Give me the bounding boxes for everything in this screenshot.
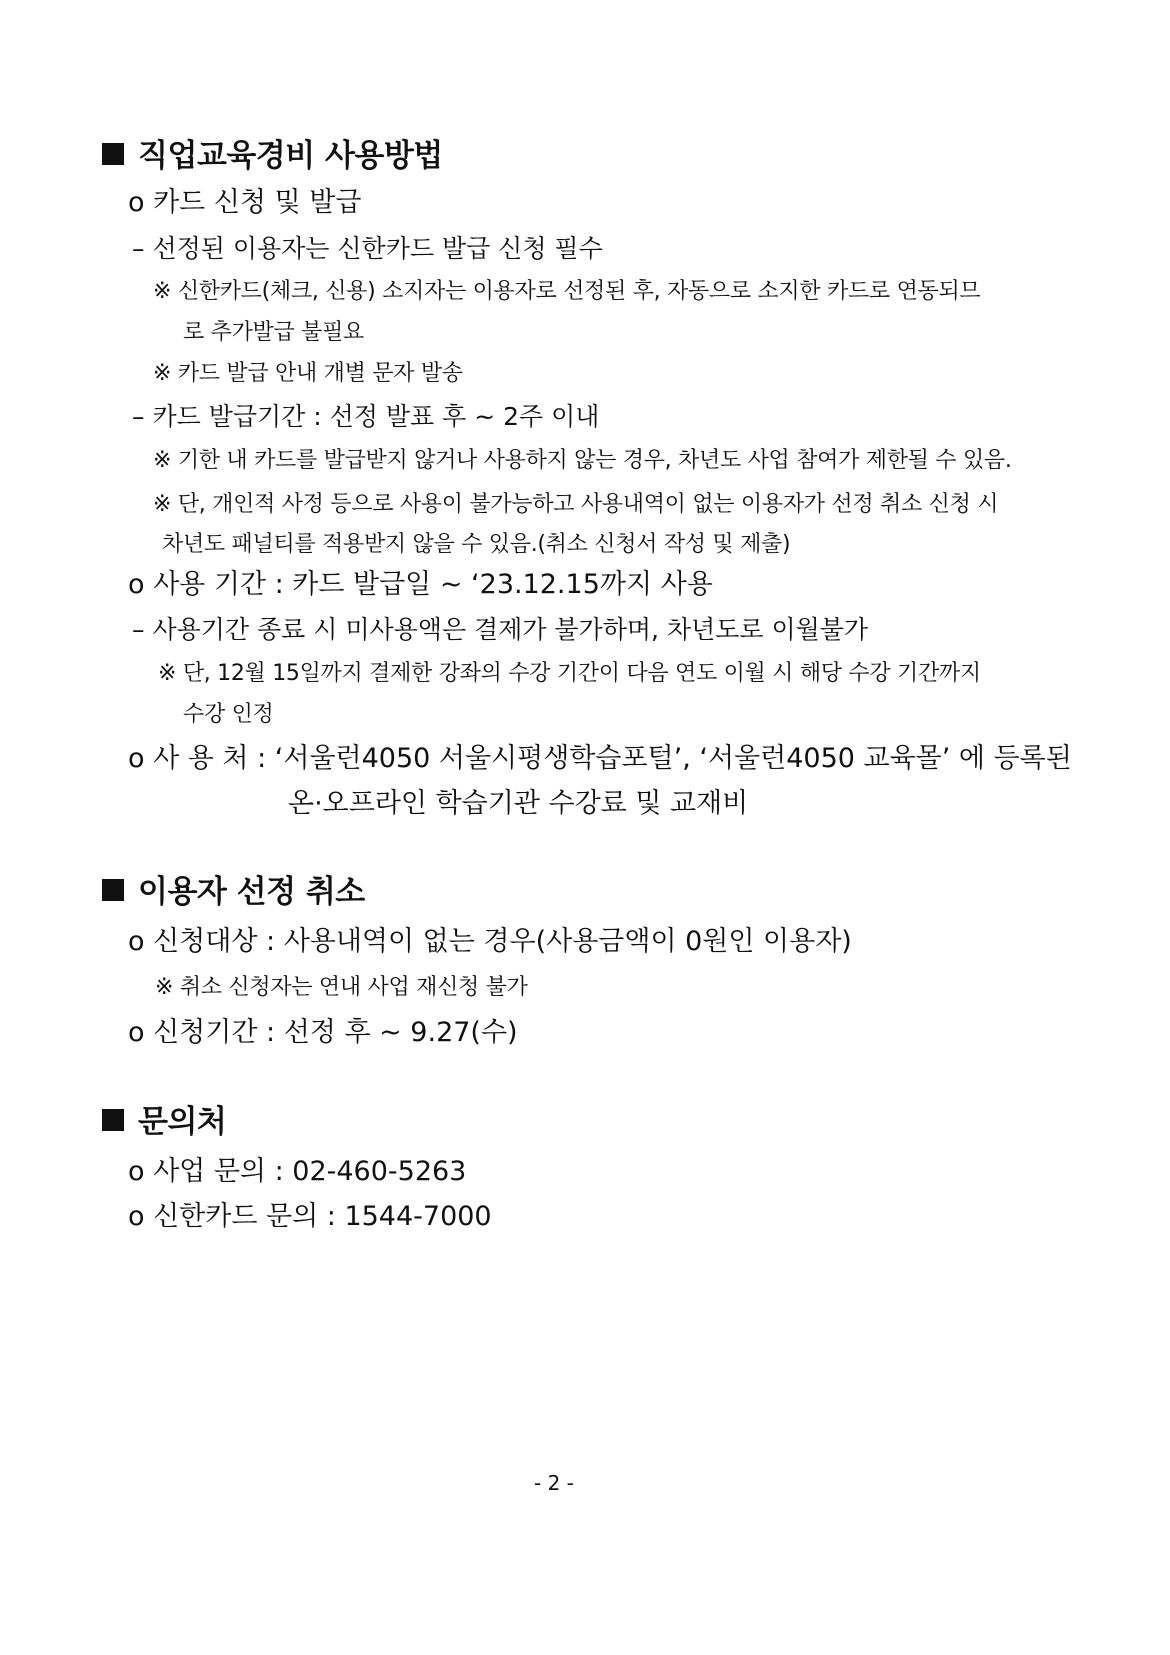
note-existing-card: ※ 신한카드(체크, 신용) 소지자는 이용자로 선정된 후, 자동으로 소지한 카드로 연동되므 bbox=[153, 279, 981, 304]
note-cancel-exception: ※ 단, 개인적 사정 등으로 사용이 불가능하고 사용내역이 없는 이용자가 선정 취소 신청 시 bbox=[153, 492, 999, 517]
square-bullet-icon bbox=[102, 879, 124, 901]
square-bullet-icon bbox=[102, 143, 124, 165]
note-participation-limit: ※ 기한 내 카드를 발급받지 않거나 사용하지 않는 경우, 차년도 사업 참여가 제한될 수 있음. bbox=[153, 448, 1012, 473]
item-usage-place: o 사 용 처 : ‘서울런4050 서울시평생학습포털’, ‘서울런4050 교육몰’ 에 등록된 bbox=[128, 743, 1072, 774]
sub-item-card-required: – 선정된 이용자는 신한카드 발급 신청 필수 bbox=[132, 234, 603, 263]
note-december-exception-cont: 수강 인정 bbox=[183, 702, 274, 727]
sub-item-period-end: – 사용기간 종료 시 미사용액은 결제가 불가하며, 차년도로 이월불가 bbox=[132, 615, 869, 644]
heading-text: 이용자 선정 취소 bbox=[138, 874, 365, 910]
section-heading-usage bbox=[102, 130, 443, 175]
item-usage-place-cont: 온·오프라인 학습기관 수강료 및 교재비 bbox=[288, 788, 749, 819]
item-cancel-period: o 신청기간 : 선정 후 ~ 9.27(수) bbox=[128, 1017, 518, 1048]
page-number: - 2 - bbox=[534, 1471, 574, 1495]
square-bullet-icon bbox=[102, 1109, 124, 1131]
item-card-contact: o 신한카드 문의 : 1544-7000 bbox=[128, 1201, 492, 1232]
note-cancel-exception-cont: 차년도 패널티를 적용받지 않을 수 있음.(취소 신청서 작성 및 제출) bbox=[162, 532, 791, 557]
note-existing-card-cont: 로 추가발급 불필요 bbox=[183, 320, 365, 345]
section-heading-cancel bbox=[102, 866, 365, 911]
heading-text: 문의처 bbox=[138, 1104, 227, 1140]
section-heading-contact bbox=[102, 1096, 226, 1141]
note-sms-notice: ※ 카드 발급 안내 개별 문자 발송 bbox=[153, 361, 463, 386]
item-cancel-target: o 신청대상 : 사용내역이 없는 경우(사용금액이 0원인 이용자) bbox=[128, 926, 852, 957]
note-december-exception: ※ 단, 12월 15일까지 결제한 강좌의 수강 기간이 다음 연도 이월 시 해당 수강 기간까지 bbox=[158, 661, 981, 686]
item-card-application: o 카드 신청 및 발급 bbox=[128, 187, 362, 218]
heading-text: 직업교육경비 사용방법 bbox=[138, 138, 443, 174]
note-no-reapply: ※ 취소 신청자는 연내 사업 재신청 불가 bbox=[155, 975, 528, 1000]
sub-item-issue-period: – 카드 발급기간 : 선정 발표 후 ~ 2주 이내 bbox=[132, 402, 600, 431]
item-usage-period: o 사용 기간 : 카드 발급일 ~ ‘23.12.15까지 사용 bbox=[128, 569, 713, 600]
item-business-contact: o 사업 문의 : 02-460-5263 bbox=[128, 1156, 467, 1187]
